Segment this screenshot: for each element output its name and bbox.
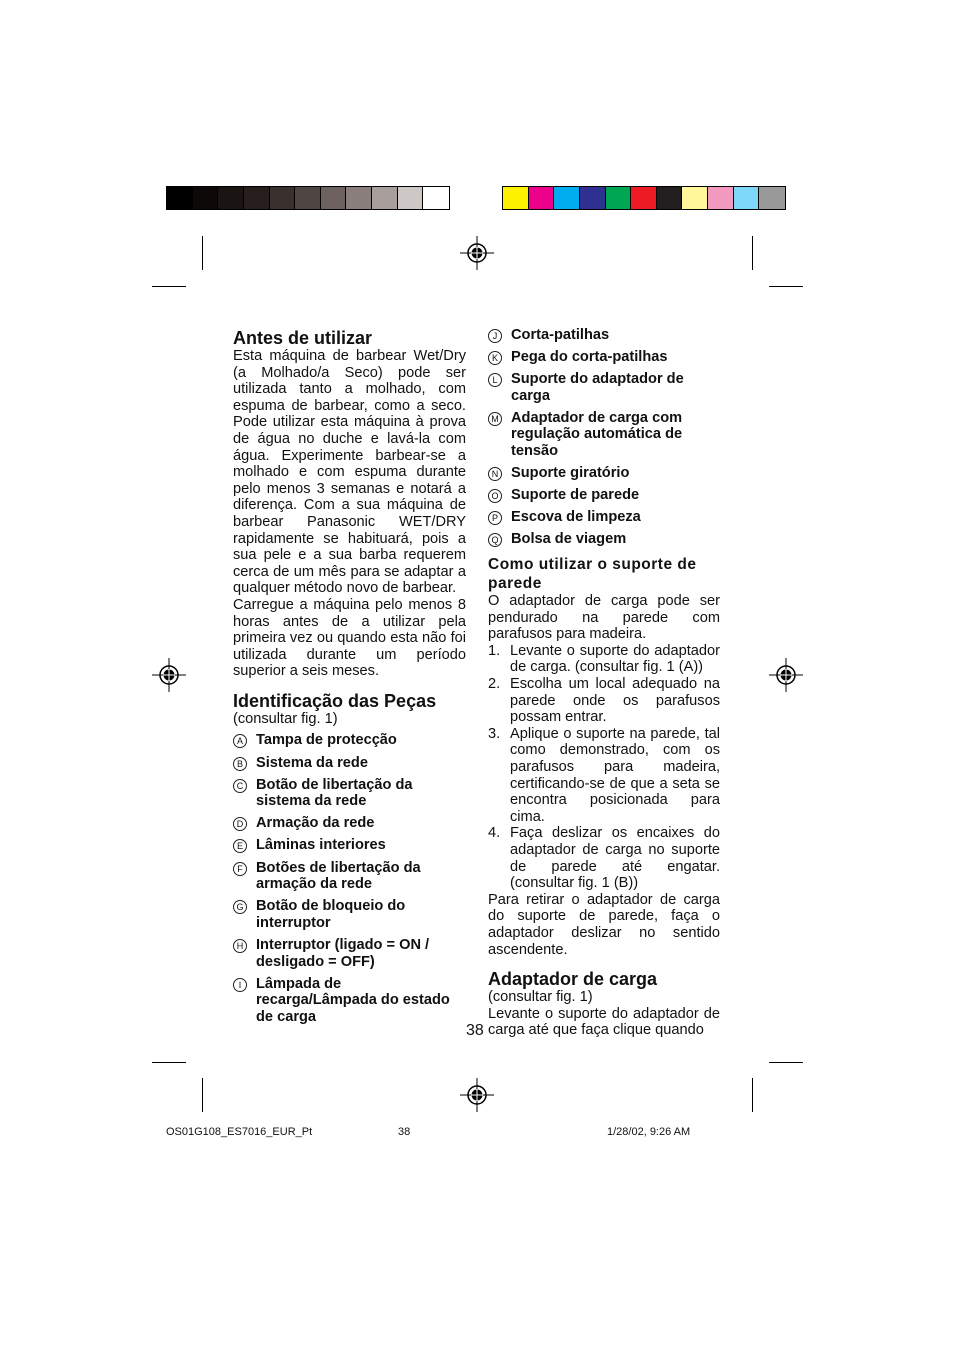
crop-mark [752,236,753,270]
step-item [488,643,720,676]
part-label: Tampa de protecção [256,732,397,749]
part-item [233,732,466,749]
wall-mount-steps [488,643,720,892]
step-item [488,825,720,891]
color-swatch [167,187,193,209]
color-swatch [708,187,734,209]
part-letter: J [488,329,502,343]
part-letter: Q [488,533,502,547]
part-item [233,937,466,970]
part-label: Bolsa de viagem [511,531,627,548]
part-label: Botão de bloqueio do interruptor [256,898,406,931]
color-swatch [295,187,321,209]
part-item [233,837,466,854]
part-letter: K [488,351,502,365]
footer-filename: OS01G108_ES7016_EUR_Pt [166,1126,313,1138]
part-item [233,860,466,893]
color-swatch [606,187,632,209]
part-letter: L [488,373,502,387]
part-letter: C [233,779,247,793]
color-swatch [398,187,424,209]
color-swatch [244,187,270,209]
part-label: Suporte do adaptador de carga [511,371,684,404]
part-letter: H [233,939,247,953]
part-label: Adaptador de carga com regulação automática de tensão [511,409,683,460]
part-item [488,531,720,548]
part-letter: F [233,862,247,876]
part-item [233,898,466,931]
step-number: 3. [488,725,501,742]
color-swatch [503,187,529,209]
step-number: 4. [488,825,501,842]
part-item [233,815,466,832]
before-use-paragraph: Esta máquina de barbear Wet/Dry (a Molhado/a Seco) pode ser utilizada tanto a molhado, com espuma de barbear, como a seco. Pode utilizar esta máquina à prova de água no duche e lavá-la com água. Experimente barbear-se a molhado e com espuma durante pelo menos 3 semanas e notará a diferença. Com a sua máquina de barbear Panasonic WET/DRY rapidamente se habituará, pois a sua pele e a sua barba requerem cerca de um mês para se adaptar a qualquer método novo de barbear. [233,348,466,597]
left-column [233,328,466,1031]
crop-mark [769,286,803,287]
part-label: Lâminas interiores [256,837,386,854]
part-label: Escova de limpeza [511,509,641,526]
registration-mark-icon [460,1078,494,1112]
color-swatch [554,187,580,209]
color-swatch [580,187,606,209]
registration-mark-icon [460,236,494,270]
step-number: 1. [488,642,501,659]
part-letter: P [488,511,502,525]
section-heading-parts: Identificação das Peças [233,690,437,711]
part-label: Sistema da rede [256,754,368,771]
part-item [233,976,466,1026]
part-label: Pega do corta-patilhas [511,349,668,366]
registration-mark-icon [769,658,803,692]
color-swatch [270,187,296,209]
part-label: Suporte giratório [511,465,630,482]
crop-mark [152,1062,186,1063]
color-swatch [346,187,372,209]
part-letter: D [233,817,247,831]
color-swatch [321,187,347,209]
figure-reference: (consultar fig. 1) [488,989,593,1006]
part-item [488,327,720,344]
part-item [488,487,720,504]
part-item [233,755,466,772]
step-text: Aplique o suporte na parede, tal como demonstrado, com os parafusos para madeira, certificando-se de que a seta se encontra posicionada para cima. [510,725,720,825]
crop-mark [202,1078,203,1112]
crop-mark [152,286,186,287]
part-item [488,371,720,404]
color-swatch [734,187,760,209]
part-letter: A [233,734,247,748]
page-number: 38 [466,1022,484,1039]
section-heading-charging-adaptor: Adaptador de carga [488,969,658,990]
part-item [233,777,466,810]
part-item [488,410,720,460]
grayscale-color-bar [166,186,450,210]
crop-mark [752,1078,753,1112]
part-letter: N [488,467,502,481]
charging-paragraph: Carregue a máquina pelo menos 8 horas antes de a utilizar pela primeira vez ou quando esta não foi utilizada durante um período superior a seis meses. [233,596,466,680]
color-swatch [372,187,398,209]
part-item [488,349,720,366]
color-swatch [759,187,785,209]
part-label: Suporte de parede [511,487,640,504]
crop-mark [769,1062,803,1063]
figure-reference: (consultar fig. 1) [233,710,338,727]
step-item [488,726,720,826]
part-letter: O [488,489,502,503]
part-label: Interruptor (ligado = ON / desligado = OFF) [256,936,430,970]
part-letter: I [233,978,247,992]
color-swatch [631,187,657,209]
part-item [488,509,720,526]
wall-mount-intro: O adaptador de carga pode ser pendurado na parede com parafusos para madeira. [488,593,720,643]
step-item [488,676,720,726]
color-swatch [193,187,219,209]
right-column [488,327,720,1039]
wall-mount-removal-paragraph: Para retirar o adaptador de carga do suporte de parede, faça o adaptador deslizar no sentido ascendente. [488,891,720,958]
color-swatch [682,187,708,209]
step-text: Escolha um local adequado na parede onde os parafusos possam entrar. [510,676,720,726]
part-label: Lâmpada de recarga/Lâmpada do estado de carga [256,975,450,1025]
step-text: Levante o suporte do adaptador de carga. (consultar fig. 1 (A)) [510,642,720,676]
process-color-bar [502,186,786,210]
parts-list [488,327,720,548]
part-letter: B [233,757,247,771]
section-heading-before-use: Antes de utilizar [233,328,373,348]
color-swatch [657,187,683,209]
part-letter: G [233,900,247,914]
step-text: Faça deslizar os encaixes do adaptador de carga no suporte de parede até engatar. (consultar fig. 1 (B)) [510,825,720,892]
step-number: 2. [488,676,501,692]
part-label: Botões de libertação da armação da rede [256,859,421,893]
color-swatch [423,187,449,209]
part-letter: E [233,839,247,853]
color-swatch [218,187,244,209]
parts-list [233,732,466,1025]
section-heading-wall-mount: Como utilizar o suporte de parede [488,556,697,593]
charging-adaptor-paragraph: Levante o suporte do adaptador de carga até que faça clique quando [488,1005,720,1039]
crop-mark [202,236,203,270]
footer-date: 1/28/02, 9:26 AM [607,1126,691,1138]
registration-mark-icon [152,658,186,692]
part-letter: M [488,412,502,426]
footer-page: 38 [398,1126,411,1138]
part-label: Armação da rede [256,815,375,832]
part-label: Botão de libertação da sistema da rede [256,776,413,810]
color-swatch [529,187,555,209]
part-item [488,465,720,482]
part-label: Corta-patilhas [511,327,610,343]
